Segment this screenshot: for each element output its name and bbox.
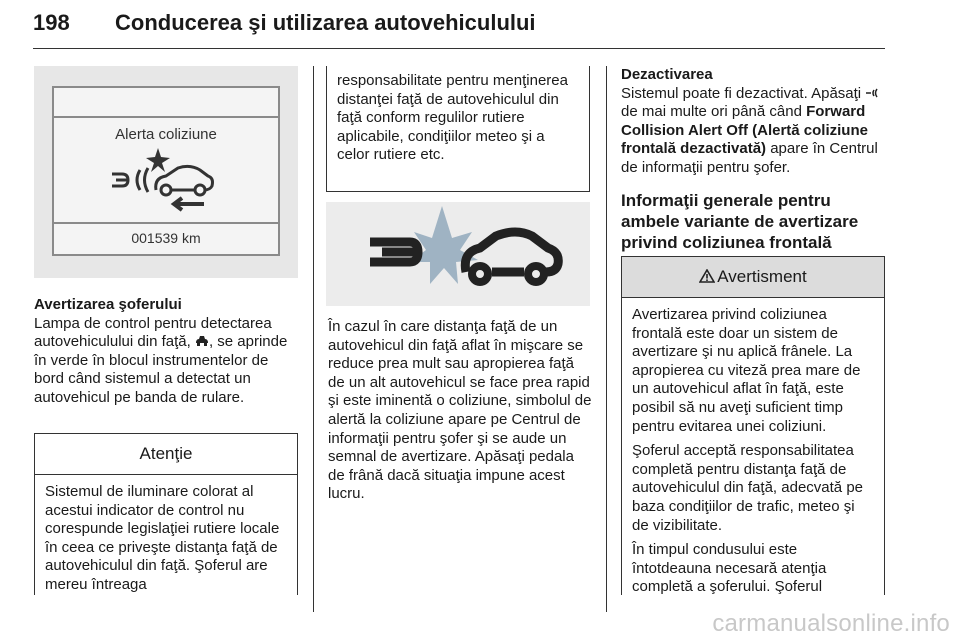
notice-box-continued (326, 66, 590, 192)
column-2-text (328, 318, 594, 504)
collision-illustration (326, 202, 590, 306)
page-number: 198 (33, 10, 70, 35)
paragraph-part-b: , se aprinde în verde în blocul instrumentelor de bord când sistemul a detectat un autovehicul pe banda de rulare. (34, 333, 288, 406)
display-top-line (52, 116, 280, 118)
vehicle-distance-button-icon (865, 87, 879, 99)
page-title: Conducerea şi utilizarea autovehiculului (115, 10, 536, 35)
deactivation-paragraph (621, 85, 887, 178)
collision-alert-icon (54, 144, 278, 214)
paragraph-part-a: Lampa de control pentru detectarea autovehiculului din faţă, (34, 314, 272, 351)
cluster-display-illustration (34, 66, 298, 278)
warning-triangle-icon (699, 257, 715, 297)
deactivation-text-mid: de mai multe ori până când (621, 103, 802, 121)
column-divider-2 (606, 66, 607, 612)
column-3-text (621, 66, 887, 253)
deactivation-text-start: Sistemul poate fi dezactivat. Apăsaţi (621, 84, 862, 102)
display-odometer: 001539 km (131, 230, 201, 246)
warning-paragraph-3: În timpul condusului este întotdeauna necesară atenţia completă a şoferului. Şoferul (632, 541, 827, 596)
vehicle-ahead-icon (195, 335, 209, 347)
warning-header (622, 257, 884, 298)
display-bottom-line (52, 222, 280, 224)
collision-graphic (326, 202, 590, 306)
section-title-general-info: Informaţii generale pentru ambele variante de avertizare privind coliziunea frontală (621, 190, 859, 252)
column-1-text (34, 296, 302, 408)
collision-alert-paragraph: În cazul în care distanţa faţă de un autovehicul din faţă aflat în mişcare se reduce prea mult sau apropierea faţă de un alt autovehicul se face prea rapid şi este iminentă o coliziune, simbolul de alertă la coliziune apare pe Centrul de informaţii pentru şofer şi se aude un semnal de avertizare. Apăsaţi pedala de frână dacă situaţia impune acest lucru. (328, 318, 592, 503)
notice-text: Sistemul de iluminare colorat al acestui indicator de control nu corespunde legislaţiei rutiere locale în ceea ce priveşte distanţa faţă de autovehiculul din faţă. Şoferul are mereu întreaga (45, 483, 280, 593)
display-title: Alerta coliziune (115, 126, 217, 143)
header-rule (33, 48, 885, 49)
warning-paragraph-1: Avertizarea privind coliziunea frontală este doar un sistem de avertizare şi nu aplică frânele. La apropierea cu viteză prea mare de un autovehicul aflat în faţă, este posibil să nu aveţi suficient timp pentru evitarea unei coliziuni. (632, 306, 861, 435)
warning-box (621, 256, 885, 595)
warning-title: Avertisment (717, 267, 807, 286)
deactivation-text-bold: Forward Collision Alert Off (Alertă coliziune frontală dezactivată) (621, 103, 868, 158)
notice-title: Atenţie (35, 434, 297, 475)
page-header (33, 4, 885, 44)
notice-box (34, 433, 298, 595)
display-screen (52, 86, 280, 256)
notice-continued-text: responsabilitate pentru menţinerea distanţei faţă de autovehiculul din faţă conform regulilor rutiere aplicabile, condiţiilor meteo şi a celor rutiere etc. (337, 72, 568, 164)
section-heading-driver-warning: Avertizarea şoferului (34, 296, 182, 313)
section-heading-deactivation: Dezactivarea (621, 66, 713, 83)
column-divider-1 (313, 66, 314, 612)
driver-warning-paragraph (34, 315, 302, 408)
watermark: carmanualsonline.info (712, 610, 950, 637)
deactivation-text-end: apare în Centrul de informaţii pentru şofer. (621, 140, 878, 176)
warning-paragraph-2: Şoferul acceptă responsabilitatea completă pentru distanţa faţă de autovehiculul din faţă, adecvată pe baza condiţiilor de trafic, meteo şi de vizibilitate. (632, 442, 863, 534)
